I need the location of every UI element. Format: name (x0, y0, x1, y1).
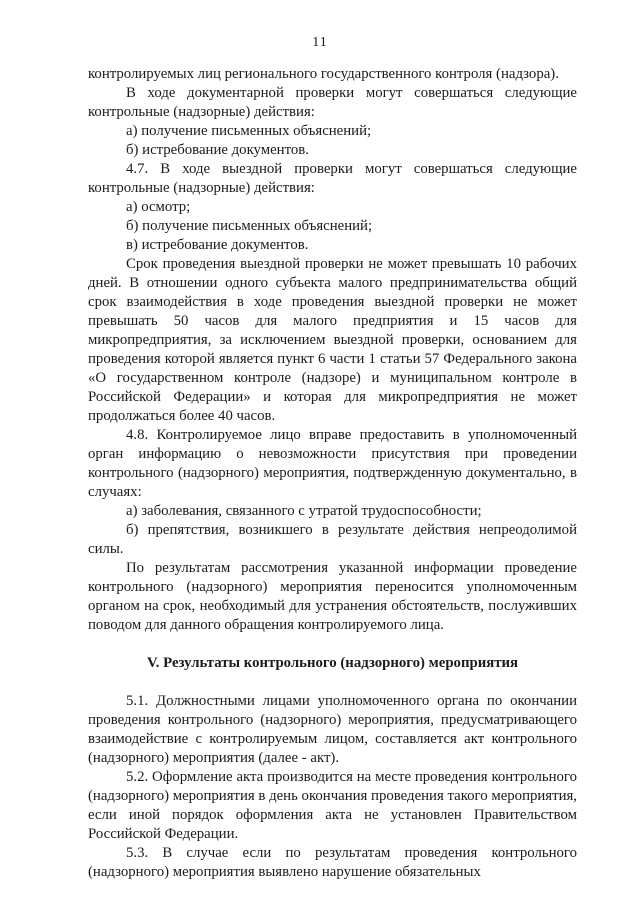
paragraph: контролируемых лиц регионального государственного контроля (надзора). (88, 66, 559, 82)
page-content (0, 52, 640, 882)
list-item: а) заболевания, связанного с утратой трудоспособности; (126, 503, 482, 519)
list-item: б) истребование документов. (126, 142, 309, 158)
paragraph: Срок проведения выездной проверки не может превышать 10 рабочих дней. В отношении одного субъекта малого предпринимательства общий срок взаимодействия в ходе проведения выездной проверки не может превышать 50 часов для малого предприятия и 15 часов для микропредприятия, за исключением выездной проверки, основанием для проведения которой является пункт 6 части 1 статьи 57 Федерального закона «О государственном контроле (надзоре) и муниципальном контроле в Российской Федерации» и которая для микропредприятия не может продолжаться более 40 часов. (88, 256, 577, 424)
paragraph: 4.7. В ходе выездной проверки могут совершаться следующие контрольные (надзорные) действия: (88, 161, 577, 196)
list-item: а) осмотр; (126, 199, 191, 215)
paragraph: По результатам рассмотрения указанной информации проведение контрольного (надзорного) мероприятия переносится уполномоченным органом на срок, необходимый для устранения обстоятельств, послуживших поводом для данного обращения контролируемого лица. (88, 560, 577, 633)
list-item: а) получение письменных объяснений; (126, 123, 372, 139)
section-heading: V. Результаты контрольного (надзорного) мероприятия (146, 655, 519, 671)
list-item: б) получение письменных объяснений; (126, 218, 373, 234)
paragraph: 5.3. В случае если по результатам проведения контрольного (надзорного) мероприятия выявлено нарушение обязательных (88, 845, 577, 880)
paragraph: 4.8. Контролируемое лицо вправе предоставить в уполномоченный орган информацию о невозможности присутствия при проведении контрольного (надзорного) мероприятия, подтвержденную документально, в случаях: (88, 427, 577, 500)
paragraph: 5.1. Должностными лицами уполномоченного органа по окончании проведения контрольного (надзорного) мероприятия, предусматривающего взаимодействие с контролируемым лицом, составляется акт контрольного (надзорного) мероприятия (далее - акт). (88, 693, 577, 766)
page-number: 11 (312, 35, 328, 50)
paragraph: 5.2. Оформление акта производится на месте проведения контрольного (надзорного) мероприятия в день окончания проведения такого мероприятия, если иной порядок оформления акта не установлен Правительством Российской Федерации. (88, 769, 577, 842)
list-item: в) истребование документов. (126, 237, 309, 253)
list-item: б) препятствия, возникшего в результате действия непреодолимой силы. (88, 522, 577, 557)
paragraph: В ходе документарной проверки могут совершаться следующие контрольные (надзорные) действия: (88, 85, 577, 120)
